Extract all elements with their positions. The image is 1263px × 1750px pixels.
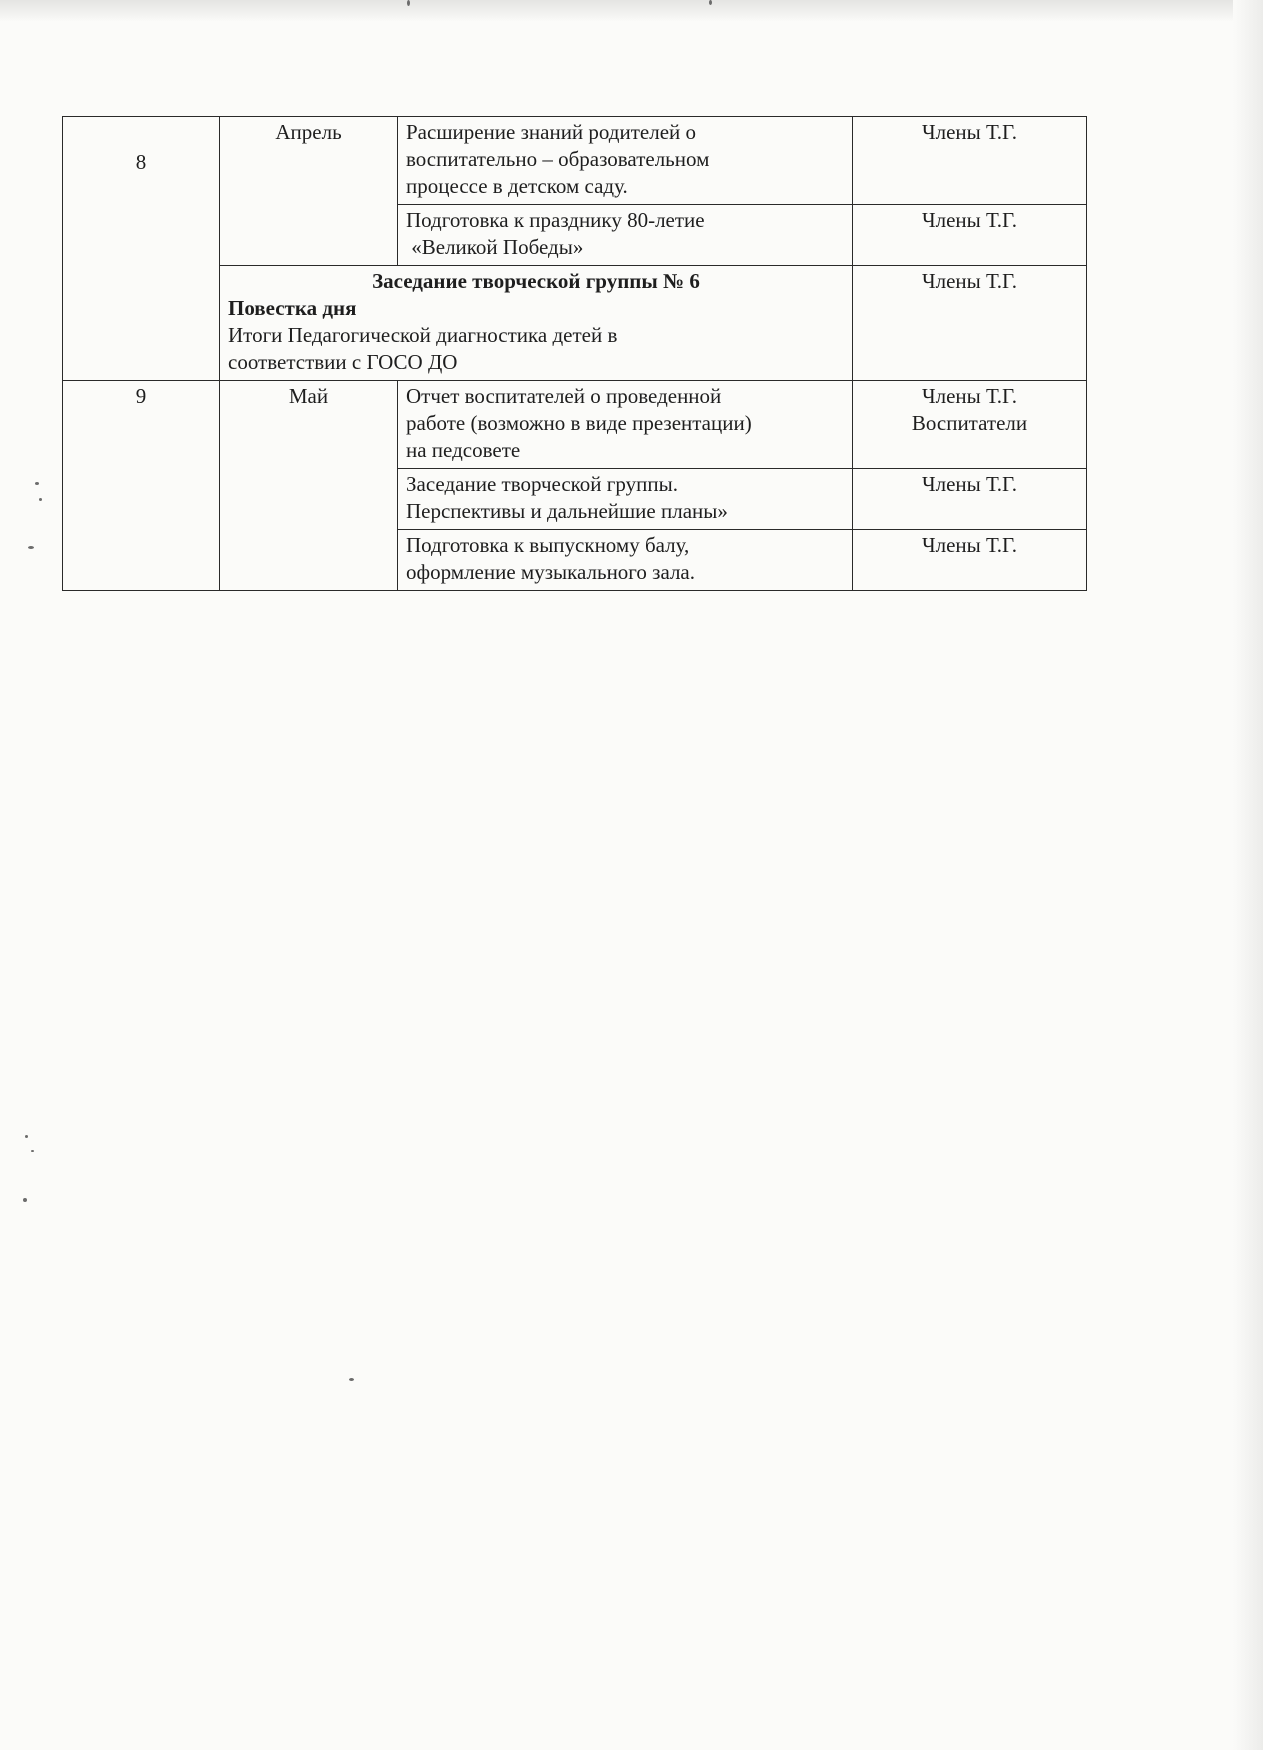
table-row [63, 381, 1087, 469]
activity-cell [398, 530, 853, 591]
responsible-label: Члены Т.Г. [921, 208, 1018, 232]
activity-line: Отчет воспитателей о проведенной [406, 384, 722, 408]
scan-speck [39, 498, 42, 501]
responsible-cell [853, 266, 1087, 381]
responsible-cell [853, 117, 1087, 205]
activity-line: процессе в детском саду. [406, 174, 628, 198]
activity-line: Подготовка к выпускному балу, [406, 533, 690, 557]
responsible-cell [853, 205, 1087, 266]
responsible-label: Члены Т.Г. [921, 533, 1018, 557]
responsible-cell [853, 469, 1087, 530]
scan-speck [31, 1150, 34, 1152]
activity-line: на педсовете [406, 438, 521, 462]
responsible-cell [853, 381, 1087, 469]
responsible-label: Члены Т.Г. [921, 384, 1018, 408]
responsible-label: Члены Т.Г. [921, 120, 1018, 144]
activity-line: Подготовка к празднику 80-летие [406, 208, 705, 232]
row-number: 8 [135, 150, 147, 174]
activity-line: работе (возможно в виде презентации) [406, 411, 752, 435]
responsible-label: Воспитатели [911, 411, 1028, 435]
activity-plan-table [62, 116, 1087, 591]
activity-line: воспитательно – образовательном [406, 147, 710, 171]
agenda-line: Итоги Педагогической диагностика детей в [228, 323, 618, 347]
scan-speck [35, 482, 39, 485]
scan-speck [407, 0, 410, 6]
row-number-cell [63, 381, 220, 591]
responsible-cell [853, 530, 1087, 591]
row-number-cell [63, 117, 220, 381]
scan-speck [709, 0, 712, 5]
activity-line: Расширение знаний родителей о [406, 120, 697, 144]
month-cell [220, 381, 398, 591]
activity-cell [398, 117, 853, 205]
row-number: 9 [135, 384, 147, 408]
activity-line: оформление музыкального зала. [406, 560, 695, 584]
activity-line: Заседание творческой группы. [406, 472, 678, 496]
scan-shadow-top [0, 0, 1263, 22]
activity-cell [398, 469, 853, 530]
activity-cell [398, 205, 853, 266]
agenda-label: Повестка дня [228, 296, 357, 320]
month-label: Май [288, 384, 329, 408]
meeting-cell [220, 266, 853, 381]
activity-line: «Великой Победы» [406, 235, 584, 259]
month-cell [220, 117, 398, 266]
scan-speck [28, 546, 34, 549]
scan-speck [23, 1198, 27, 1202]
scan-shadow-right [1233, 0, 1263, 1750]
scan-speck [349, 1378, 354, 1381]
month-label: Апрель [275, 120, 342, 144]
responsible-label: Члены Т.Г. [921, 472, 1018, 496]
activity-cell [398, 381, 853, 469]
agenda-line: соответствии с ГОСО ДО [228, 350, 458, 374]
meeting-title: Заседание творческой группы № 6 [372, 269, 700, 293]
activity-line: Перспективы и дальнейшие планы» [406, 499, 728, 523]
table-row [63, 117, 1087, 205]
responsible-label: Члены Т.Г. [921, 269, 1018, 293]
scan-speck [25, 1135, 28, 1138]
